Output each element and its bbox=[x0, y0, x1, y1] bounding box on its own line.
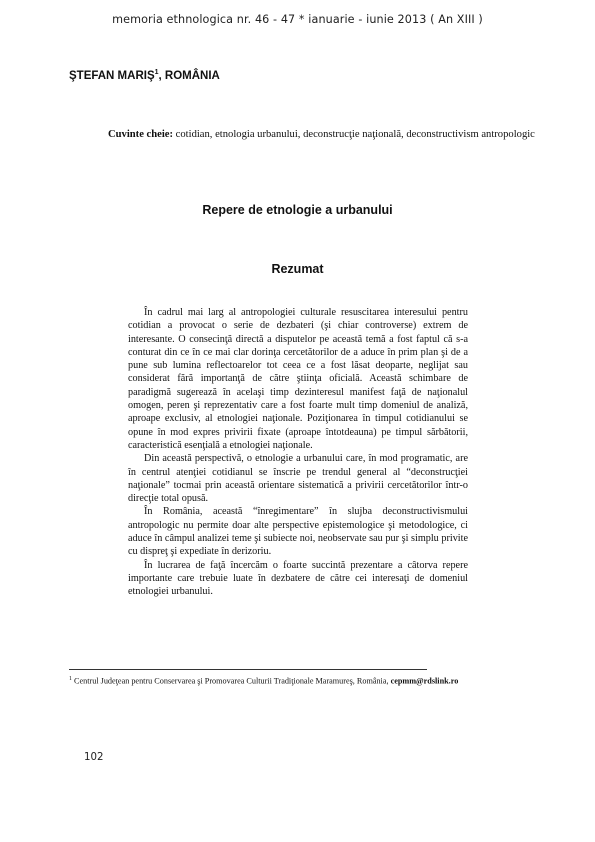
abstract-paragraph: În lucrarea de faţă încercăm o foarte succintă prezentare a câtorva repere importante care trebuie luate în dezbatere de către cei interesaţi de domeniul etnologiei urbanului. bbox=[128, 559, 468, 598]
abstract-paragraph: În România, această “înregimentare” în slujba deconstructivismului antropologic nu permite doar alte perspective epistemologice şi metodologice, ci aduce în câmpul analizei teme şi subiecte noi, neobservate sau pur şi simplu privite cu dispreţ şi expediate în derizoriu. bbox=[128, 506, 468, 558]
author-line bbox=[69, 69, 220, 82]
abstract-heading: Rezumat bbox=[271, 262, 324, 276]
article-title: Repere de etnologie a urbanului bbox=[202, 203, 393, 217]
abstract-body bbox=[128, 306, 468, 599]
abstract-paragraph: În cadrul mai larg al antropologiei culturale resuscitarea interesului pentru cotidian a provocat o serie de dezbateri (şi chiar controverse) extrem de interesante. O consecinţă directă a disputelor pe această temă a fost faptul că s-a conturat din ce în ce mai clar dorinţa cercetătorilor de a aduce în prim plan şi de a pune sub lumina reflectoarelor tot ceea ce a fost lăsat deoparte, neglijat sau considerat fără importanţă de către ştiinţa oficială. Această schimbare de paradigmă sugerează în acelaşi timp dezinteresul manifest faţă de naţionalul omogen, peren şi reprezentativ care a fost foarte mult timp domeniul de analiză, aproape exclusiv, al etnologiei naţionale. Poziţionarea în timpul cotidianului se opune în mod expres privirii fixate (aproape întotdeauna) pe timpul sărbătorii, caracteristică esenţială a etnologiei naţionale. bbox=[128, 307, 468, 451]
author-country: , ROMÂNIA bbox=[158, 69, 220, 82]
footnote-text: Centrul Judeţean pentru Conservarea şi Promovarea Culturii Tradiţionale Maramureş, România, bbox=[72, 676, 391, 686]
footnote-email: cepmm@rdslink.ro bbox=[390, 676, 459, 686]
author-footnote-mark: 1 bbox=[154, 69, 159, 76]
author-name: ŞTEFAN MARIŞ bbox=[69, 69, 155, 82]
running-header: memoria ethnologica nr. 46 - 47 * ianuarie - iunie 2013 ( An XIII ) bbox=[112, 13, 483, 26]
keywords bbox=[69, 128, 539, 142]
page-number: 102 bbox=[84, 752, 104, 763]
abstract-paragraph: Din această perspectivă, o etnologie a urbanului care, în mod programatic, are în centrul atenţiei cotidianul se înscrie pe trendul general al “deconstrucţiei naţionale” tocmai prin această orientare sistematică a privirii cercetătorilor într-o direcţie total opusă. bbox=[128, 453, 468, 505]
footnote bbox=[69, 676, 549, 686]
footnote-mark: 1 bbox=[69, 676, 72, 682]
footnote-divider bbox=[69, 669, 427, 670]
keywords-text: cotidian, etnologia urbanului, deconstrucţie naţională, deconstructivism antropologic bbox=[173, 129, 535, 140]
keywords-label: Cuvinte cheie: bbox=[108, 129, 174, 140]
